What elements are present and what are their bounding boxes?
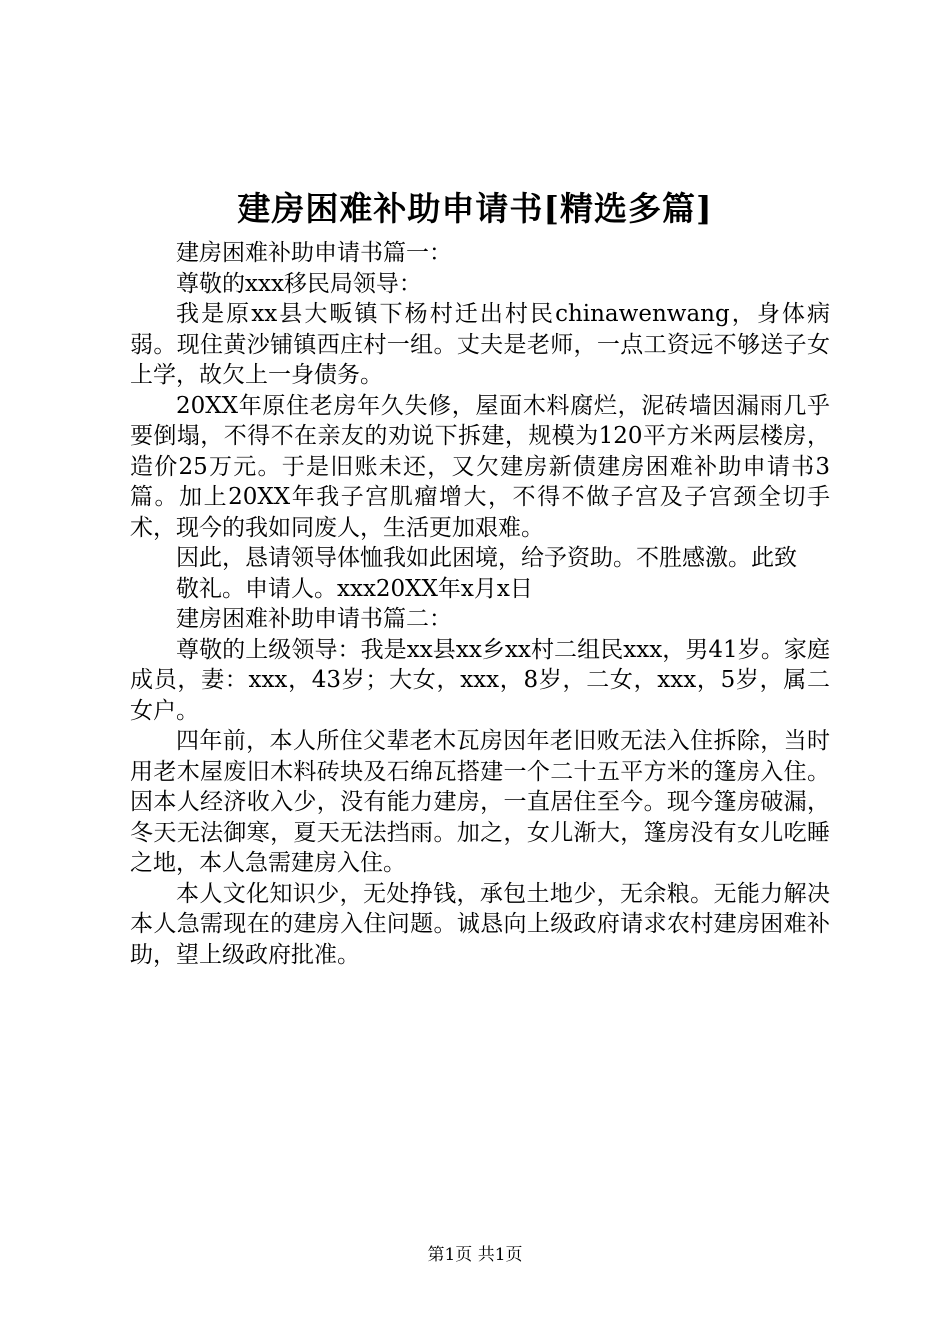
paragraph-request-one: 因此，恳请领导体恤我如此困境，给予资助。不胜感激。此致 bbox=[176, 545, 797, 571]
paragraph-section-one-heading: 建房困难补助申请书篇一： bbox=[176, 240, 452, 266]
paragraph-applicant-intro: 我是原xx县大畈镇下杨村迁出村民chinawenwang，身体病弱。现住黄沙铺镇西庄村一组。丈夫是老师，一点工资远不够送子女上学，故欠上一身债务。 bbox=[130, 301, 830, 388]
paragraph-section-two-heading: 建房困难补助申请书篇二： bbox=[176, 606, 452, 632]
document-title: 建房困难补助申请书[精选多篇] bbox=[237, 189, 713, 228]
document-body bbox=[130, 238, 830, 970]
paragraph-house-history: 20XX年原住老房年久失修，屋面木料腐烂，泥砖墙因漏雨几乎要倒塌，不得不在亲友的劝说下拆建，规模为120平方米两层楼房，造价25万元。于是旧账未还，又欠建房新债建房困难补助申请书3篇。加上20XX年我子宫肌瘤增大，不得不做子宫及子宫颈全切手术，现今的我如同废人，生活更加艰难。 bbox=[130, 392, 830, 541]
paragraph-family-info: 尊敬的上级领导：我是xx县xx乡xx村二组民xxx，男41岁。家庭成员，妻：xxx，43岁；大女，xxx，8岁，二女，xxx，5岁，属二女户。 bbox=[130, 636, 830, 724]
paragraph-living-conditions: 四年前，本人所住父辈老木瓦房因年老旧败无法入住拆除，当时用老木屋废旧木料砖块及石绵瓦搭建一个二十五平方米的篷房入住。因本人经济收入少，没有能力建房，一直居住至今。现今篷房破漏，冬天无法御寒，夏天无法挡雨。加之，女儿渐大，篷房没有女儿吃睡之地，本人急需建房入住。 bbox=[130, 728, 830, 876]
paragraph-signature-one: 敬礼。申请人。xxx20XX年x月x日 bbox=[176, 575, 533, 602]
page-number-footer: 第1页 共1页 bbox=[427, 1245, 523, 1265]
paragraph-request-two: 本人文化知识少，无处挣钱，承包土地少，无余粮。无能力解决本人急需现在的建房入住问题。诚恳向上级政府请求农村建房困难补助，望上级政府批准。 bbox=[130, 880, 830, 968]
paragraph-salutation-one: 尊敬的xxx移民局领导： bbox=[176, 270, 422, 297]
